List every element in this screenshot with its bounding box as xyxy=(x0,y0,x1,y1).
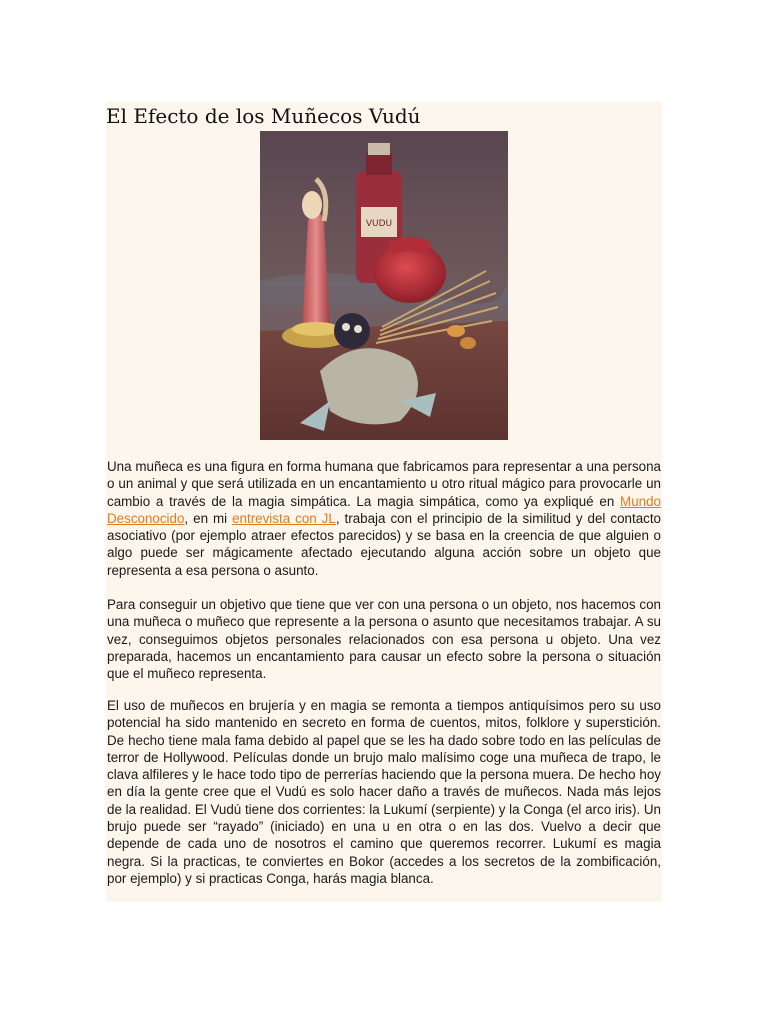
bottle-label: VUDU xyxy=(365,219,393,229)
paragraph-1-text-a: Una muñeca es una figura en forma humana que fabricamos para representar a una persona o un animal y que será utilizada en un encantamiento u otro ritual mágico para provocarle un cambio a través de la magia simpática. La magia simpática, como ya expliqué en xyxy=(107,459,661,509)
paragraph-1 xyxy=(107,458,661,579)
article-title: El Efecto de los Muñecos Vudú xyxy=(106,104,421,128)
paragraph-1-text-c: , trabaja con el principio de la similitud y del contacto asociativo (por ejemplo atraer efectos parecidos) y se basa en la creencia de que alguien o algo puede ser mágicamente afectado ejecutando alguna acción sobre un objeto que representa a esa persona o asunto. xyxy=(107,510,661,578)
paragraph-2: Para conseguir un objetivo que tiene que ver con una persona o un objeto, nos hacemos con una muñeca o muñeco que represente a la persona o asunto que necesitamos trabajar. A su vez, conseguimos objetos personales relacionados con esa persona u objeto. Una vez preparada, hacemos un encantamiento para causar un efecto sobre la persona o situación que el muñeco representa. xyxy=(107,597,661,682)
paragraph-1-text-b: , en mi xyxy=(184,510,233,526)
voodoo-doll-painting xyxy=(260,131,508,440)
link-mundo-desconocido[interactable]: Mundo Desconocido xyxy=(107,493,661,526)
link-entrevista-con-jl[interactable]: entrevista con JL xyxy=(232,510,336,526)
paragraph-3: El uso de muñecos en brujería y en magia se remonta a tiempos antiquísimos pero su uso potencial ha sido mantenido en secreto en forma de cuentos, mitos, folklore y superstición. De hecho tiene mala fama debido al papel que se les ha dado sobre todo en las películas de terror de Hollywood. Películas donde un brujo malo malísimo coge una muñeca de trapo, le clava alfileres y le hace todo tipo de perrerías haciendo que la persona muera. De hecho hoy en día la gente cree que el Vudú es solo hacer daño a través de muñecos. Nada más lejos de la realidad. El Vudú tiene dos corrientes: la Lukumí (serpiente) y la Conga (el arco iris). Un brujo puede ser “rayado” (iniciado) en una u en otra o en las dos. Vuelvo a decir que depende de cada uno de nosotros el camino que queremos recorrer. Lukumí es magia negra. Si la practicas, te conviertes en Bokor (accedes a los secretos de la zombificación, por ejemplo) y si practicas Conga, harás magia blanca. xyxy=(107,698,661,886)
